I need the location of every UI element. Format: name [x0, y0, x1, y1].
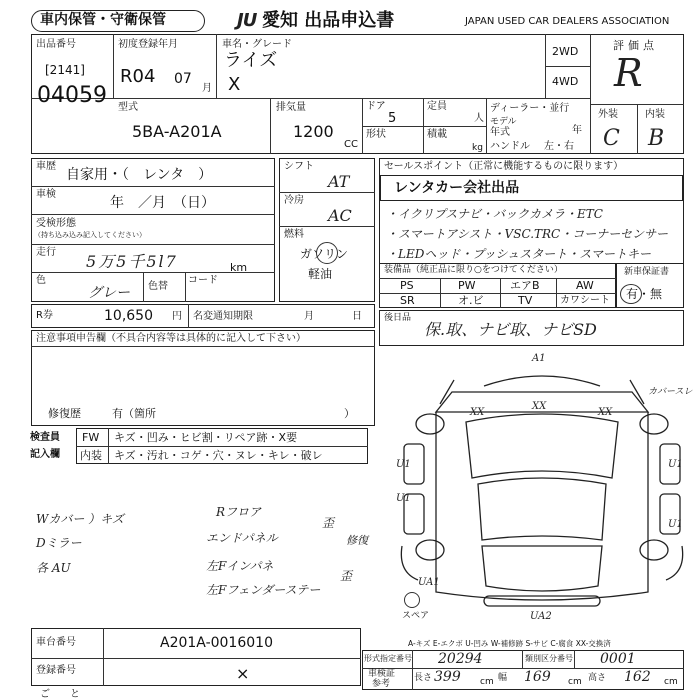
color-code-label: コード [188, 275, 218, 286]
shape-label: 形状 [366, 129, 386, 140]
diagram-right-u1-b: U1 [668, 519, 683, 530]
drive-4wd: 4WD [552, 75, 579, 88]
displacement: 1200 [293, 122, 334, 141]
model-year-label-2: 年式 [490, 127, 510, 138]
note-inpane: 左Fインパネ [206, 559, 274, 573]
registration-number-label: 登録番号 [36, 665, 76, 676]
repair-value: 有（箇所 [112, 407, 156, 420]
diagram-cover-note: カバースレ [648, 387, 693, 397]
exterior-score: C [603, 126, 620, 151]
fuel-diesel: 軽油 [308, 267, 333, 281]
history-label: 車歴 [36, 161, 56, 172]
repair-label: 修復歴 [48, 407, 81, 420]
color-label: 色 [36, 275, 46, 286]
diagram-bl-label: UA1 [418, 577, 440, 588]
length-unit: cm [480, 677, 494, 687]
spare-tire-icon [404, 592, 420, 608]
chassis-number: A201A-0016010 [160, 635, 273, 651]
warranty-value: 有・無 [626, 287, 663, 301]
note-fenderstay: 左Fフェンダーステー [206, 583, 321, 597]
equip-tv: TV [518, 294, 533, 307]
fw-label: FW [82, 431, 100, 444]
storage-label: 車内保管・守衛保管 [40, 12, 166, 28]
note-rfloor: Rフロア [216, 505, 262, 519]
footer-note: ご と [40, 689, 80, 700]
diagram-right-mark: XX [598, 407, 613, 418]
height-unit: cm [664, 677, 678, 687]
model-label: 車名・グレード [222, 39, 292, 50]
registration-mark: × [236, 664, 250, 683]
selling-line-1: ・イクリプスナビ・バックカメラ・ETC [386, 207, 603, 221]
notice-month: 月 [304, 311, 314, 322]
recycle-label: R券 [36, 310, 53, 321]
score-label: 評価点 [613, 39, 658, 52]
load-label: 積載 [427, 129, 447, 140]
class-number: 0001 [600, 651, 636, 667]
interior-score: B [648, 126, 665, 151]
aircon-label: 冷房 [284, 195, 304, 206]
repair-close: ） [344, 407, 355, 420]
form-title: 愛知 出品申込書 [262, 10, 395, 31]
equip-ps: PS [400, 279, 414, 292]
cc-unit: CC [344, 139, 358, 150]
registration-month: 07 [174, 71, 192, 87]
diagram-bottom-label: UA2 [530, 611, 552, 622]
diagram-left-u1-b: U1 [396, 493, 411, 504]
ju-logo: JU [237, 10, 257, 31]
notes-block [31, 330, 375, 426]
selling-points-label: セールスポイント（正常に機能するものに限ります） [384, 161, 624, 172]
warranty-circle [620, 284, 642, 304]
door-count: 5 [388, 111, 397, 126]
note-kaku: 各 AU [36, 561, 71, 575]
notes-label: 注意事項申告欄（不具合内容等は具体的に記入して下さい） [36, 333, 306, 344]
color-change-label: 色替 [148, 281, 168, 292]
lot-number-label: 出品番号 [36, 39, 76, 50]
equip-seat: カワシート [560, 295, 610, 306]
height-value: 162 [624, 669, 651, 685]
height-label: 高さ [588, 673, 607, 683]
equip-sr: SR [400, 294, 415, 307]
displacement-label: 排気量 [276, 102, 306, 113]
top-info-block [31, 34, 684, 154]
mileage-label: 走行 [36, 247, 56, 258]
shift-value: AT [328, 172, 350, 191]
model-type: 5BA-A201A [132, 122, 222, 141]
score-value: R [614, 51, 643, 95]
equipment-label: 装備品（純正品に限り○をつけてください） [384, 265, 563, 275]
model-year-label-1: モデル [490, 117, 517, 127]
model-name: ライズ [224, 50, 278, 71]
diagram-left-u1-a: U1 [396, 459, 411, 470]
damage-legend: A-キズ E-エクボ U-凹み W-補修跡 S-サビ C-腐食 XX-交換済 [408, 639, 611, 648]
interior-items: キズ・汚れ・コゲ・穴・ヌレ・キレ・破レ [114, 449, 323, 462]
notice-label: 名変通知期限 [193, 311, 253, 322]
cert-number: 20294 [438, 651, 483, 667]
equip-pw: PW [458, 279, 476, 292]
shift-label: シフト [284, 161, 314, 172]
received-note: （持ち込み込み記入してください） [34, 231, 146, 239]
notice-day: 日 [352, 311, 362, 322]
inspection-label: 車検 [36, 189, 56, 200]
length-value: 399 [434, 669, 461, 685]
note-wcover: Wカバー ）キズ [36, 512, 124, 526]
diagram-top-label: A1 [532, 353, 546, 364]
capacity-unit: 人 [474, 113, 484, 124]
chassis-label: 車台番号 [36, 637, 76, 648]
color-value: グレー [88, 285, 130, 301]
recycle-unit: 円 [172, 311, 182, 322]
inspection-value: 年 ／月 （日） [110, 195, 215, 211]
after-fit-value: 保.取、ナビ取、ナビSD [424, 320, 597, 339]
width-value: 169 [524, 669, 551, 685]
diagram-center-mark: XX [532, 401, 547, 412]
diagram-right-u1-a: U1 [668, 459, 683, 470]
fuel-circle [316, 242, 338, 264]
kg-unit: kg [472, 143, 483, 153]
handle-value: 左・右 [544, 141, 574, 152]
note-dmirror: Dミラー [36, 536, 82, 550]
selling-headline: レンタカー会社出品 [394, 180, 520, 196]
interior-label-row: 内装 [80, 449, 102, 462]
fuel-gasoline: ガソリン [300, 247, 349, 261]
equip-aw: AW [576, 279, 594, 292]
warranty-label: 新車保証書 [624, 267, 670, 277]
width-label: 幅 [498, 673, 508, 683]
note-distort-1: 歪 [322, 516, 335, 530]
received-label: 受検形態 [36, 218, 76, 229]
registration-year: R04 [120, 66, 156, 87]
model-year-unit: 年 [572, 125, 582, 136]
equip-ob: オ.ビ [458, 294, 484, 307]
model-grade: X [228, 74, 241, 95]
drive-2wd: 2WD [552, 45, 579, 58]
history-value: 自家用・（ レンタ ） [66, 167, 213, 183]
dealer-label: ディーラー・並行 [490, 103, 570, 114]
note-distort-2: 歪 [340, 569, 353, 583]
ref-label-1: 車検証 [368, 669, 396, 679]
lot-number: 04059 [37, 83, 107, 108]
exterior-label: 外装 [598, 109, 618, 120]
fw-items: キズ・凹み・ヒビ割・リペア跡・X要 [114, 431, 298, 444]
equip-airbag: エアB [510, 279, 540, 292]
door-label: ドア [366, 101, 386, 112]
diagram-left-mark: XX [470, 407, 485, 418]
length-label: 長さ [414, 673, 433, 683]
recycle-amount: 10,650 [104, 308, 153, 324]
selling-line-3: ・LEDヘッド・プッシュスタート・スマートキー [386, 247, 652, 261]
mileage-value: 5万5千5l7 [86, 252, 178, 271]
class-label: 類別区分番号 [525, 654, 573, 663]
km-unit: km [230, 261, 248, 274]
ref-label-2: 参考 [372, 679, 391, 689]
after-fit-label: 後日品 [384, 313, 412, 323]
inspector-label-2: 記入欄 [30, 449, 60, 460]
inspector-label-1: 検査員 [30, 432, 60, 443]
handle-label: ハンドル [490, 141, 530, 152]
registration-label: 初度登録年月 [118, 39, 178, 50]
association-name: JAPAN USED CAR DEALERS ASSOCIATION [465, 16, 670, 27]
width-unit: cm [568, 677, 582, 687]
selling-line-2: ・スマートアシスト・VSC.TRC・コーナーセンサー [386, 227, 668, 241]
note-endpanel: エンドパネル [206, 531, 278, 545]
fuel-label: 燃料 [284, 229, 304, 240]
note-repair: 修復 [346, 534, 368, 547]
registration-month-unit: 月 [202, 83, 212, 94]
lot-sub-number: [2141] [45, 63, 85, 77]
interior-label: 内装 [645, 109, 665, 120]
capacity-label: 定員 [427, 101, 447, 112]
cert-label: 形式指定番号 [364, 654, 412, 663]
spare-label: スペア [402, 611, 430, 621]
type-label: 型式 [118, 102, 138, 113]
aircon-value: AC [328, 206, 352, 225]
